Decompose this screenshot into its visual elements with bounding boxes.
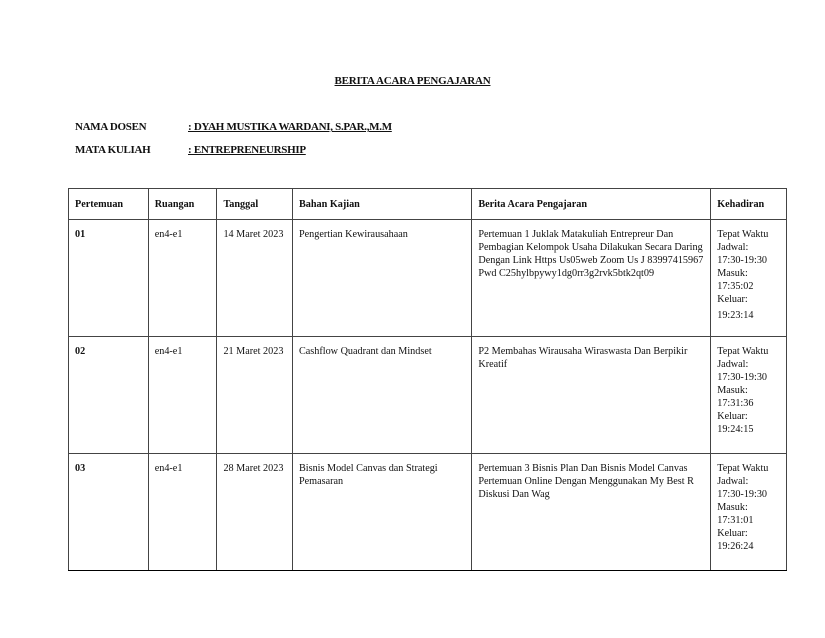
header-kehadiran: Kehadiran: [711, 189, 787, 220]
cell-berita: Pertemuan 1 Juklak Matakuliah Entrepreur Dan Pembagian Kelompok Usaha Dilakukan Secara Daring Dengan Link Https Us05web Zoom Us J 83997415967 Pwd C25hylbpywy1dg0rr3g2rvk5btk2qt09: [472, 220, 711, 337]
page-title: BERITA ACARA PENGAJARAN: [334, 75, 491, 87]
schedule-value: 17:30-19:30: [717, 372, 768, 383]
cell-tanggal: 21 Maret 2023: [217, 337, 293, 454]
checkout-label: Keluar:: [717, 294, 748, 305]
cell-bahan: Bisnis Model Canvas dan Strategi Pemasaran: [292, 454, 471, 571]
table-row: [69, 337, 787, 454]
checkin-value: 17:31:01: [717, 515, 754, 526]
checkin-label: Masuk:: [717, 502, 748, 513]
course-label: MATA KULIAH: [75, 144, 151, 156]
lecturer-label: NAMA DOSEN: [75, 121, 147, 133]
header-berita-acara: Berita Acara Pengajaran: [472, 189, 711, 220]
cell-ruangan: en4-e1: [148, 454, 217, 571]
cell-bahan: Pengertian Kewirausahaan: [292, 220, 471, 337]
table-row: [69, 454, 787, 571]
checkout-value: 19:24:15: [717, 424, 754, 435]
schedule-value: 17:30-19:30: [717, 489, 768, 500]
cell-kehadiran: [711, 454, 787, 571]
cell-pertemuan: 02: [69, 337, 149, 454]
cell-pertemuan: 01: [69, 220, 149, 337]
schedule-label: Jadwal:: [717, 476, 749, 487]
cell-tanggal: 14 Maret 2023: [217, 220, 293, 337]
cell-kehadiran: [711, 220, 787, 337]
teaching-log-table: [68, 188, 787, 571]
lecturer-value: : DYAH MUSTIKA WARDANI, S.PAR.,M.M: [188, 121, 392, 133]
schedule-label: Jadwal:: [717, 242, 749, 253]
cell-tanggal: 28 Maret 2023: [217, 454, 293, 571]
checkout-label: Keluar:: [717, 528, 748, 539]
checkout-value: 19:23:14: [717, 310, 754, 321]
checkin-label: Masuk:: [717, 385, 748, 396]
checkout-label: Keluar:: [717, 411, 748, 422]
cell-pertemuan: 03: [69, 454, 149, 571]
attendance-status: Tepat Waktu: [717, 346, 769, 357]
cell-bahan: Cashflow Quadrant dan Mindset: [292, 337, 471, 454]
table-header-row: [69, 189, 787, 220]
course-row: [75, 144, 306, 156]
schedule-value: 17:30-19:30: [717, 255, 768, 266]
attendance-status: Tepat Waktu: [717, 229, 769, 240]
course-value: : ENTREPRENEURSHIP: [188, 144, 306, 156]
header-ruangan: Ruangan: [148, 189, 217, 220]
cell-kehadiran: [711, 337, 787, 454]
cell-ruangan: en4-e1: [148, 220, 217, 337]
checkout-value: 19:26:24: [717, 541, 754, 552]
checkin-value: 17:31:36: [717, 398, 754, 409]
cell-ruangan: en4-e1: [148, 337, 217, 454]
cell-berita: P2 Membahas Wirausaha Wiraswasta Dan Berpikir Kreatif: [472, 337, 711, 454]
table-row: [69, 220, 787, 337]
schedule-label: Jadwal:: [717, 359, 749, 370]
checkin-label: Masuk:: [717, 268, 748, 279]
lecturer-row: [75, 121, 392, 133]
header-pertemuan: Pertemuan: [69, 189, 149, 220]
attendance-status: Tepat Waktu: [717, 463, 769, 474]
header-tanggal: Tanggal: [217, 189, 293, 220]
checkin-value: 17:35:02: [717, 281, 754, 292]
header-bahan-kajian: Bahan Kajian: [292, 189, 471, 220]
cell-berita: Pertemuan 3 Bisnis Plan Dan Bisnis Model Canvas Pertemuan Online Dengan Menggunakan My Best R Diskusi Dan Wag: [472, 454, 711, 571]
